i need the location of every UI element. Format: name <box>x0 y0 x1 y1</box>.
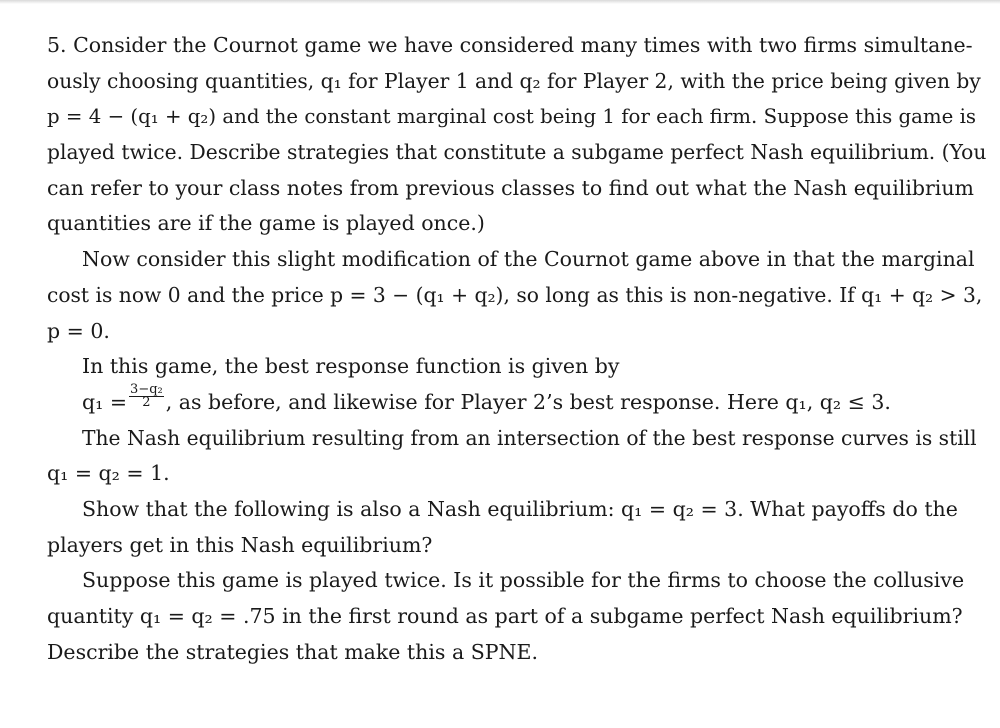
paragraph-1-line-6 <box>47 206 985 242</box>
paragraph-2-line-2 <box>47 278 985 314</box>
paragraph-4-line-2 <box>47 456 985 492</box>
paragraph-1-line-4 <box>47 135 985 171</box>
paragraph-1-line-2 <box>47 64 985 100</box>
paragraph-5-line-1 <box>47 492 985 528</box>
best-response-lhs: q₁ = <box>82 389 128 414</box>
text: quantity q₁ = q₂ = .75 in the first round as part of a subgame perfect Nash equilibrium? <box>47 604 963 628</box>
text: Now consider this slight modification of the Cournot game above in that the marginal <box>82 247 975 272</box>
text: played twice. Describe strategies that constitute a subgame perfect Nash equilibrium. (You <box>47 140 987 165</box>
text: 5. Consider the Cournot game we have considered many times with two firms simultane- <box>47 33 973 57</box>
paragraph-1-line-3 <box>47 99 985 135</box>
paragraph-4-line-1 <box>47 421 985 457</box>
text: players get in this Nash equilibrium? <box>47 532 433 557</box>
paragraph-1-line-1 <box>47 28 985 64</box>
paragraph-3-line-1 <box>47 349 985 385</box>
text: can refer to your class notes from previous classes to find out what the Nash equilibrium <box>47 175 974 200</box>
paragraph-6-line-2 <box>47 599 985 635</box>
text: In this game, the best response function is given by <box>82 354 620 379</box>
paragraph-3-line-2 <box>47 382 985 421</box>
best-response-fraction <box>129 384 164 409</box>
paragraph-6-line-1 <box>47 563 985 599</box>
text: quantities are if the game is played once.) <box>47 211 485 236</box>
paragraph-2-line-3 <box>47 314 985 350</box>
fraction-numerator: 3−q₂ <box>130 382 163 398</box>
text: p = 4 − (q₁ + q₂) and the constant marginal cost being 1 for each firm. Suppose this game is <box>47 105 977 129</box>
top-edge-shadow <box>0 0 1000 4</box>
text: , as before, and likewise for Player 2’s best response. Here q₁, q₂ ≤ 3. <box>165 389 891 414</box>
text: ously choosing quantities, q₁ for Player 1 and q₂ for Player 2, with the price being given by <box>47 68 981 93</box>
paragraph-1-line-5 <box>47 171 985 207</box>
paragraph-5-line-2 <box>47 528 985 564</box>
text: p = 0. <box>47 318 110 343</box>
fraction-denominator: 2 <box>142 395 151 411</box>
text: Show that the following is also a Nash equilibrium: q₁ = q₂ = 3. What payoffs do the <box>82 496 958 521</box>
text: The Nash equilibrium resulting from an intersection of the best response curves is still <box>82 425 977 450</box>
text: Suppose this game is played twice. Is it possible for the firms to choose the collusive <box>82 568 965 593</box>
text: cost is now 0 and the price p = 3 − (q₁ + q₂), so long as this is non-negative. If q₁ + q₂ > 3, <box>47 282 983 307</box>
text: q₁ = q₂ = 1. <box>47 461 170 486</box>
paragraph-2-line-1 <box>47 242 985 278</box>
paragraph-6-line-3 <box>47 635 985 671</box>
text: Describe the strategies that make this a SPNE. <box>47 639 538 664</box>
problem-document <box>47 28 985 670</box>
